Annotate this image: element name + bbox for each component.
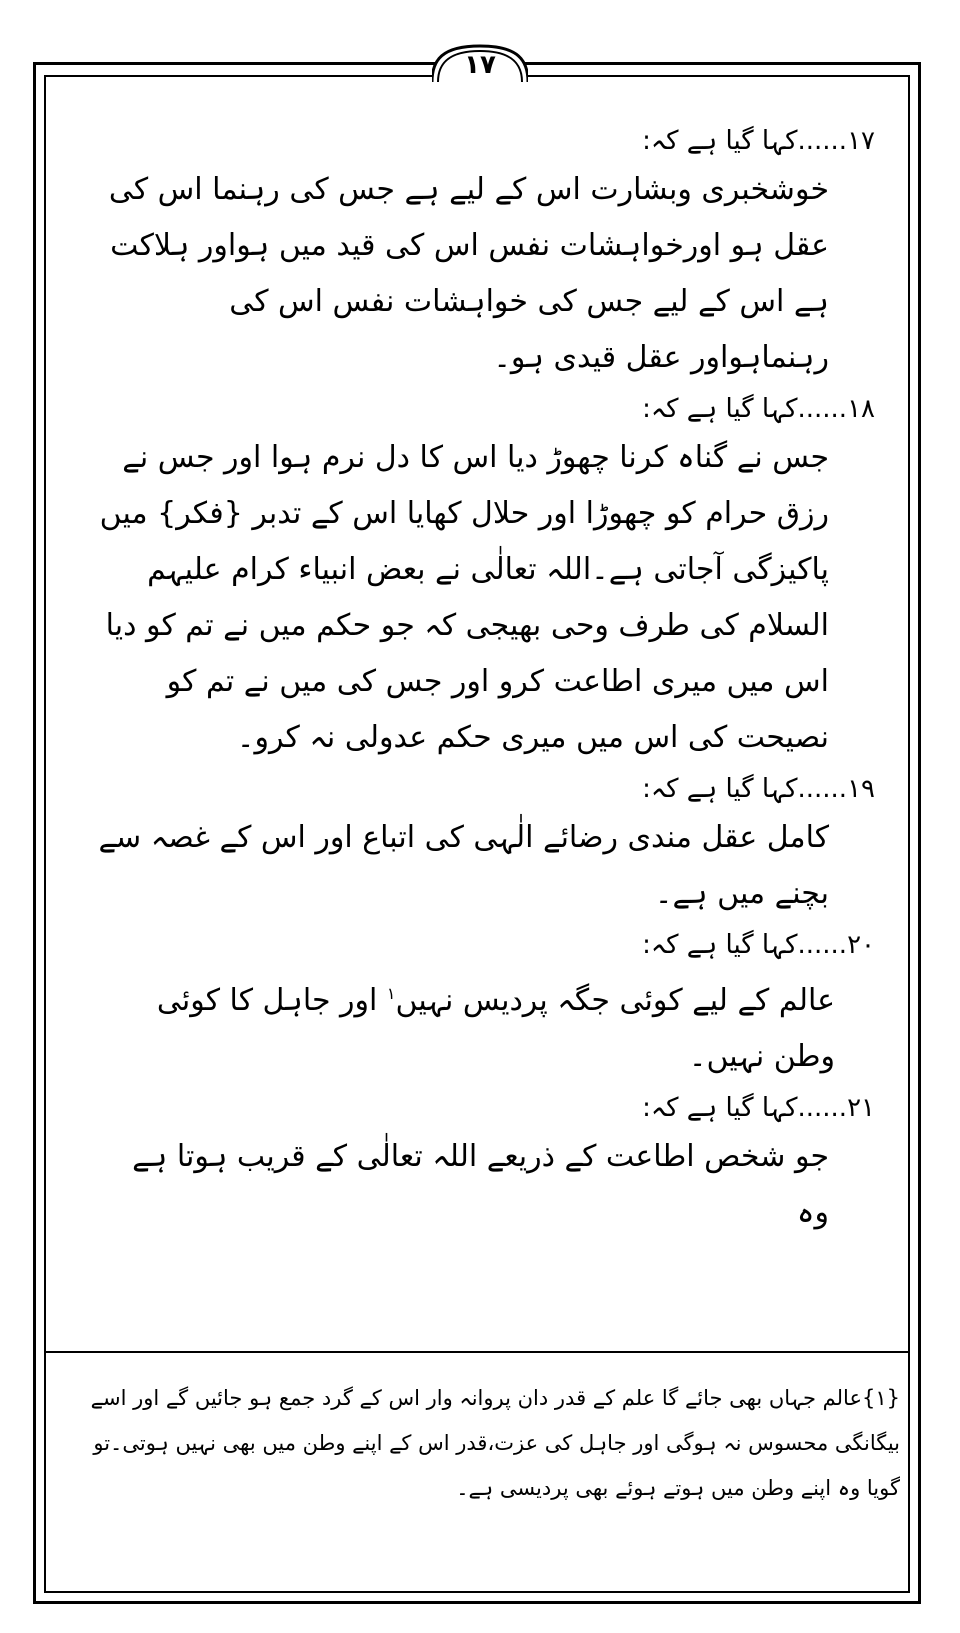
page-number: ۱۷ [464,50,496,80]
saying-19-heading: ۱۹......کہا گیا ہے کہ: [642,774,875,804]
saying-20-heading: ۲۰......کہا گیا ہے کہ: [642,930,875,960]
saying-18-text: جس نے گناہ کرنا چھوڑ دیا اس کا دل نرم ہوا اور جس نے رزق حرام کو چھوڑا اور حلال کھایا اس کے تدبر {فکر} میں پاکیزگی آجاتی ہے۔اللہ تعالٰی نے بعض انبیاء کرام علیہم السلام کی طرف وحی بھیجی کہ جو حکم میں نے تم کو دیا اس میں میری اطاعت کرو اور جس کی میں نے تم کو نصیحت کی اس میں میری حکم عدولی نہ کرو۔ [99,440,829,755]
saying-21-heading: ۲۱......کہا گیا ہے کہ: [642,1093,875,1123]
saying-18-heading: ۱۸......کہا گیا ہے کہ: [642,394,875,424]
footnote-divider [44,1351,910,1353]
saying-17-text: خوشخبری وبشارت اس کے لیے ہے جس کی رہنما اس کی عقل ہو اورخواہشات نفس اس کی قید میں ہواور ہلاکت ہے اس کے لیے جس کی خواہشات نفس اس کی رہنماہواور عقل قیدی ہو۔ [108,172,829,375]
saying-21-text: جو شخص اطاعت کے ذریعے اللہ تعالٰی کے قریب ہوتا ہے وہ [132,1139,829,1230]
saying-17-heading: ۱۷......کہا گیا ہے کہ: [642,126,875,156]
saying-20-text [95,966,875,1085]
saying-19-text: کامل عقل مندی رضائے الٰہی کی اتباع اور اس کے غصہ سے بچنے میں ہے۔ [98,820,829,911]
page-content [95,120,875,1243]
footnote-text: {۱}عالم جہاں بھی جائے گا علم کے قدر دان پروانہ وار اس کے گرد جمع ہو جائیں گے اور اسے بیگانگی محسوس نہ ہوگی اور جاہل کی عزت،قدر اس کے اپنے وطن میں بھی نہیں ہوتی۔تو گویا وہ اپنے وطن میں ہوتے ہوئے بھی پردیسی ہے۔ [90,1386,900,1500]
footnote-marker: ۱ [386,984,396,1003]
saying-20-text-part1: عالم کے لیے کوئی جگہ پردیس نہیں [395,983,835,1018]
saying-20-text-part2: اور جاہل کا کوئی وطن نہیں۔ [156,983,835,1074]
